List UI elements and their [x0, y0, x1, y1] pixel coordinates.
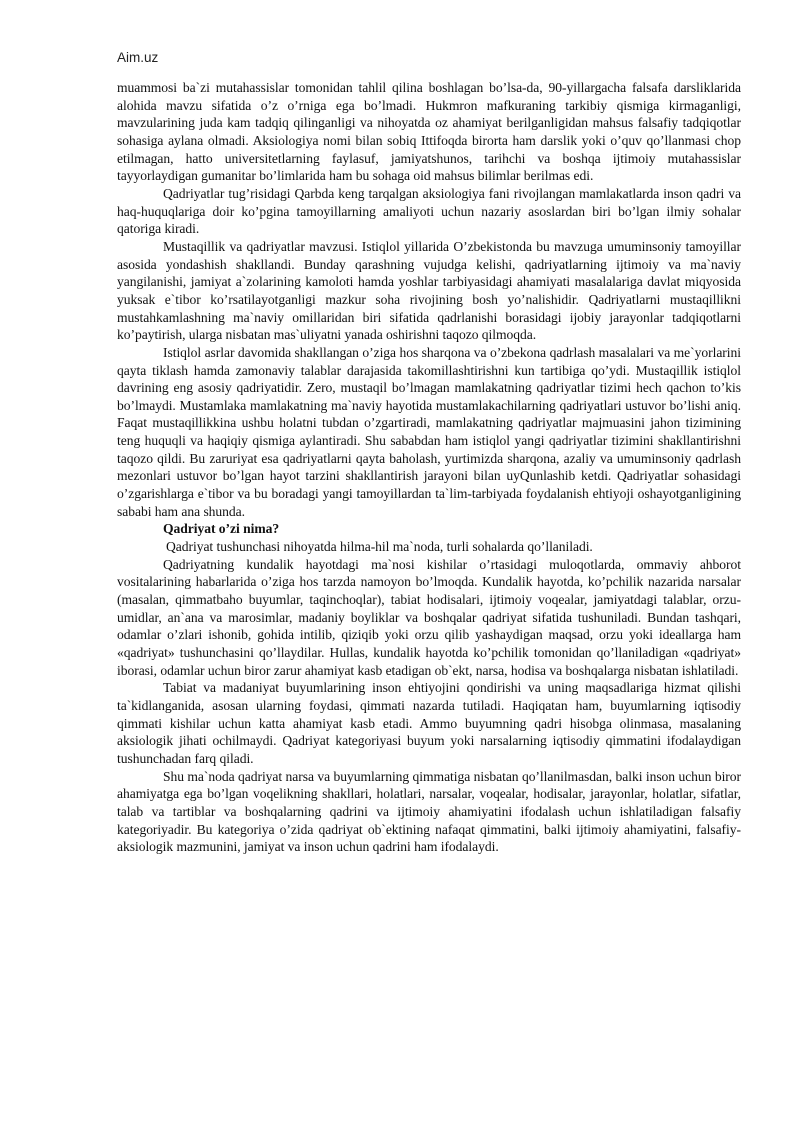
paragraph-8: Shu ma`noda qadriyat narsa va buyumlarning qimmatiga nisbatan qo’llanilmasdan, balki inson uchun biror ahamiyatga ega bo’lgan voqelikning shakllari, holatlari, narsalar, voqealar, hodisalar, jarayonlar, holatlar, sifatlar, talab va tartiblar va boshqalarning qadrini va ijtimoiy ahamiyatini ifodalash uchun ishlatiladigan falsafiy kategoriyadir. Bu kategoriya o’zida qadriyat ob`ektining nafaqat qimmatini, balki ijtimoiy ahamiyatini, falsafiy-aksiologik mazmunini, jamiyat va inson uchun qadrini ham ifodalaydi.: [117, 768, 741, 855]
paragraph-3: Mustaqillik va qadriyatlar mavzusi. Istiqlol yillarida O’zbekistonda bu mavzuga umuminsoniy tamoyillar asosida yondashish shakllandi. Bunday qarashning vujudga kelishi, qadriyatlarning ijtimoiy va ma`naviy yangilanishi, jamiyat a`zolarining kamoloti hamda yoshlar tarbiyasidagi ahamiyati masalalariga davlat miqyosida yuksak e`tibor ko’rsatilayotganligi mazkur soha rivojining bosh yo’nalishidir. Qadriyatlarni mustaqillikni mustahkamlashning ma`naviy omillaridan biri sifatida qadrlanishi borasidagi ijobiy jarayonlar tadqiqotlarni ko’paytirish, ularga nisbatan mas`uliyatni yanada oshirishni taqozo qilmoqda.: [117, 238, 741, 343]
paragraph-7: Tabiat va madaniyat buyumlarining inson ehtiyojini qondirishi va uning maqsadlariga hizmat qilishi ta`kidlanganida, asosan ularning foydasi, qimmati nazarda tutiladi. Haqiqatan ham, buyumlarning iqtisodiy qimmati kishilar uchun katta ahamiyat kasb etadi. Ammo buyumning qadri hisobga olinmasa, masalaning aksiologik jihati ochilmaydi. Qadriyat kategoriyasi buyum yoki narsalarning iqtisodiy qimmatini ifodalaydigan tushunchadan farq qiladi.: [117, 680, 741, 766]
paragraph-2: Qadriyatlar tug’risidagi Qarbda keng tarqalgan aksiologiya fani rivojlangan mamlakatlarda inson qadri va haq-huquqlariga doir ko’pgina tamoyillarning amaliyoti uchun nazariy asoslardan biri bo’lgan ilmiy sohalar qatoriga kiradi.: [117, 185, 741, 237]
paragraph-1: muammosi ba`zi mutahassislar tomonidan tahlil qilina boshlagan bo’lsa-da, 90-yillargacha falsafa darsliklarida alohida mavzu sifatida o’z o’rniga ega bo’lmadi. Hukmron mafkuraning tarkibiy qismiga kirmaganligi, mavzularining juda kam tadqiq qilinganligi va nihoyatda oz ahamiyat berilganligidan mahsus falsafiy tadqiqotlar sohasiga aylana olmadi. Aksiologiya nomi bilan sobiq Ittifoqda birorta ham darslik yoki o’quv qo’llanmasi chop etilmagan, hatto universitetlarning faylasuf, jamiyatshunos, tarihchi va boshqa ijtimoiy mutahassislar tayyorlaydigan gumanitar bo’limlarida ham bu sohaga oid mahsus bilimlar berilmas edi.: [117, 80, 741, 184]
paragraph-6: Qadriyatning kundalik hayotdagi ma`nosi kishilar o’rtasidagi muloqotlarda, ommaviy ahborot vositalarining habarlarida o’ziga hos tarzda namoyon bo’lmoqda. Kundalik hayotda, ko’pchilik nazarida narsalar (masalan, qimmatbaho buyumlar, taqinchoqlar), tabiat hodisalari, ijtimoiy voqealar, jamiyatdagi talablar, orzu-umidlar, an`ana va marosimlar, madaniy boyliklar va boshqalar qadriyat sifatida tushuniladi. Bundan tashqari, odamlar o’zlari ishonib, gohida intilib, qiziqib yoki orzu qilib yashaydigan maqsad, orzu yoki ideallarga ham «qadriyat» tushunchasini qo’llaydilar. Hullas, kundalik hayotda ko’pchilik tomonidan qo’llaniladigan «qadriyat» iborasi, odamlar uchun biror zarur ahamiyat kasb etadigan ob`ekt, narsa, hodisa va boshqalarga nisbatan ishlatiladi.: [117, 556, 741, 678]
document-body: [117, 79, 741, 856]
paragraph-4: Istiqlol asrlar davomida shakllangan o’ziga hos sharqona va o’zbekona qadrlash masalalari va me`yorlarini qayta tiklash hamda zamonaviy talablar darajasida takomillashtirishni kun tartibiga qo’ydi. Mustaqillik istiqlol davrining eng asosiy qadriyatidir. Zero, mustaqil bo’lmagan mamlakatning qadriyatlar tizimi hech qachon to’kis bo’lmaydi. Mustamlaka mamlakatning ma`naviy hayotida mustamlakachilarning qadriyatlari ustuvor bo’lishi aniq. Faqat mustaqillikkina ushbu holatni tubdan o’zgartiradi, mamlakatning qadriyatlar majmuasini jahon tizimining teng huquqli va haqiqiy qismiga aylantiradi. Shu sababdan ham istiqlol yangi qadriyatlar tizimini shakllantirishni taqozo qildi. Bu zaruriyat esa qadriyatlarni qayta baholash, yurtimizda sharqona, azaliy va umuminsoniy qadrlash mezonlari ustuvor bo’lgan hayot tarzini shakllantirish jarayoni bilan uyQunlashib ketdi. Qadriyatlar sohasidagi o’zgarishlarga e`tibor va bu boradagi yangi tamoyillardan ta`lim-tarbiyada foydalanish ehtiyoji oshayotganligining sababi ham ana shunda.: [117, 344, 741, 519]
page-header-site: Aim.uz: [117, 50, 159, 65]
paragraph-5: Qadriyat tushunchasi nihoyatda hilma-hil ma`noda, turli sohalarda qo’llaniladi.: [166, 539, 593, 555]
section-heading: Qadriyat o’zi nima?: [163, 521, 280, 537]
